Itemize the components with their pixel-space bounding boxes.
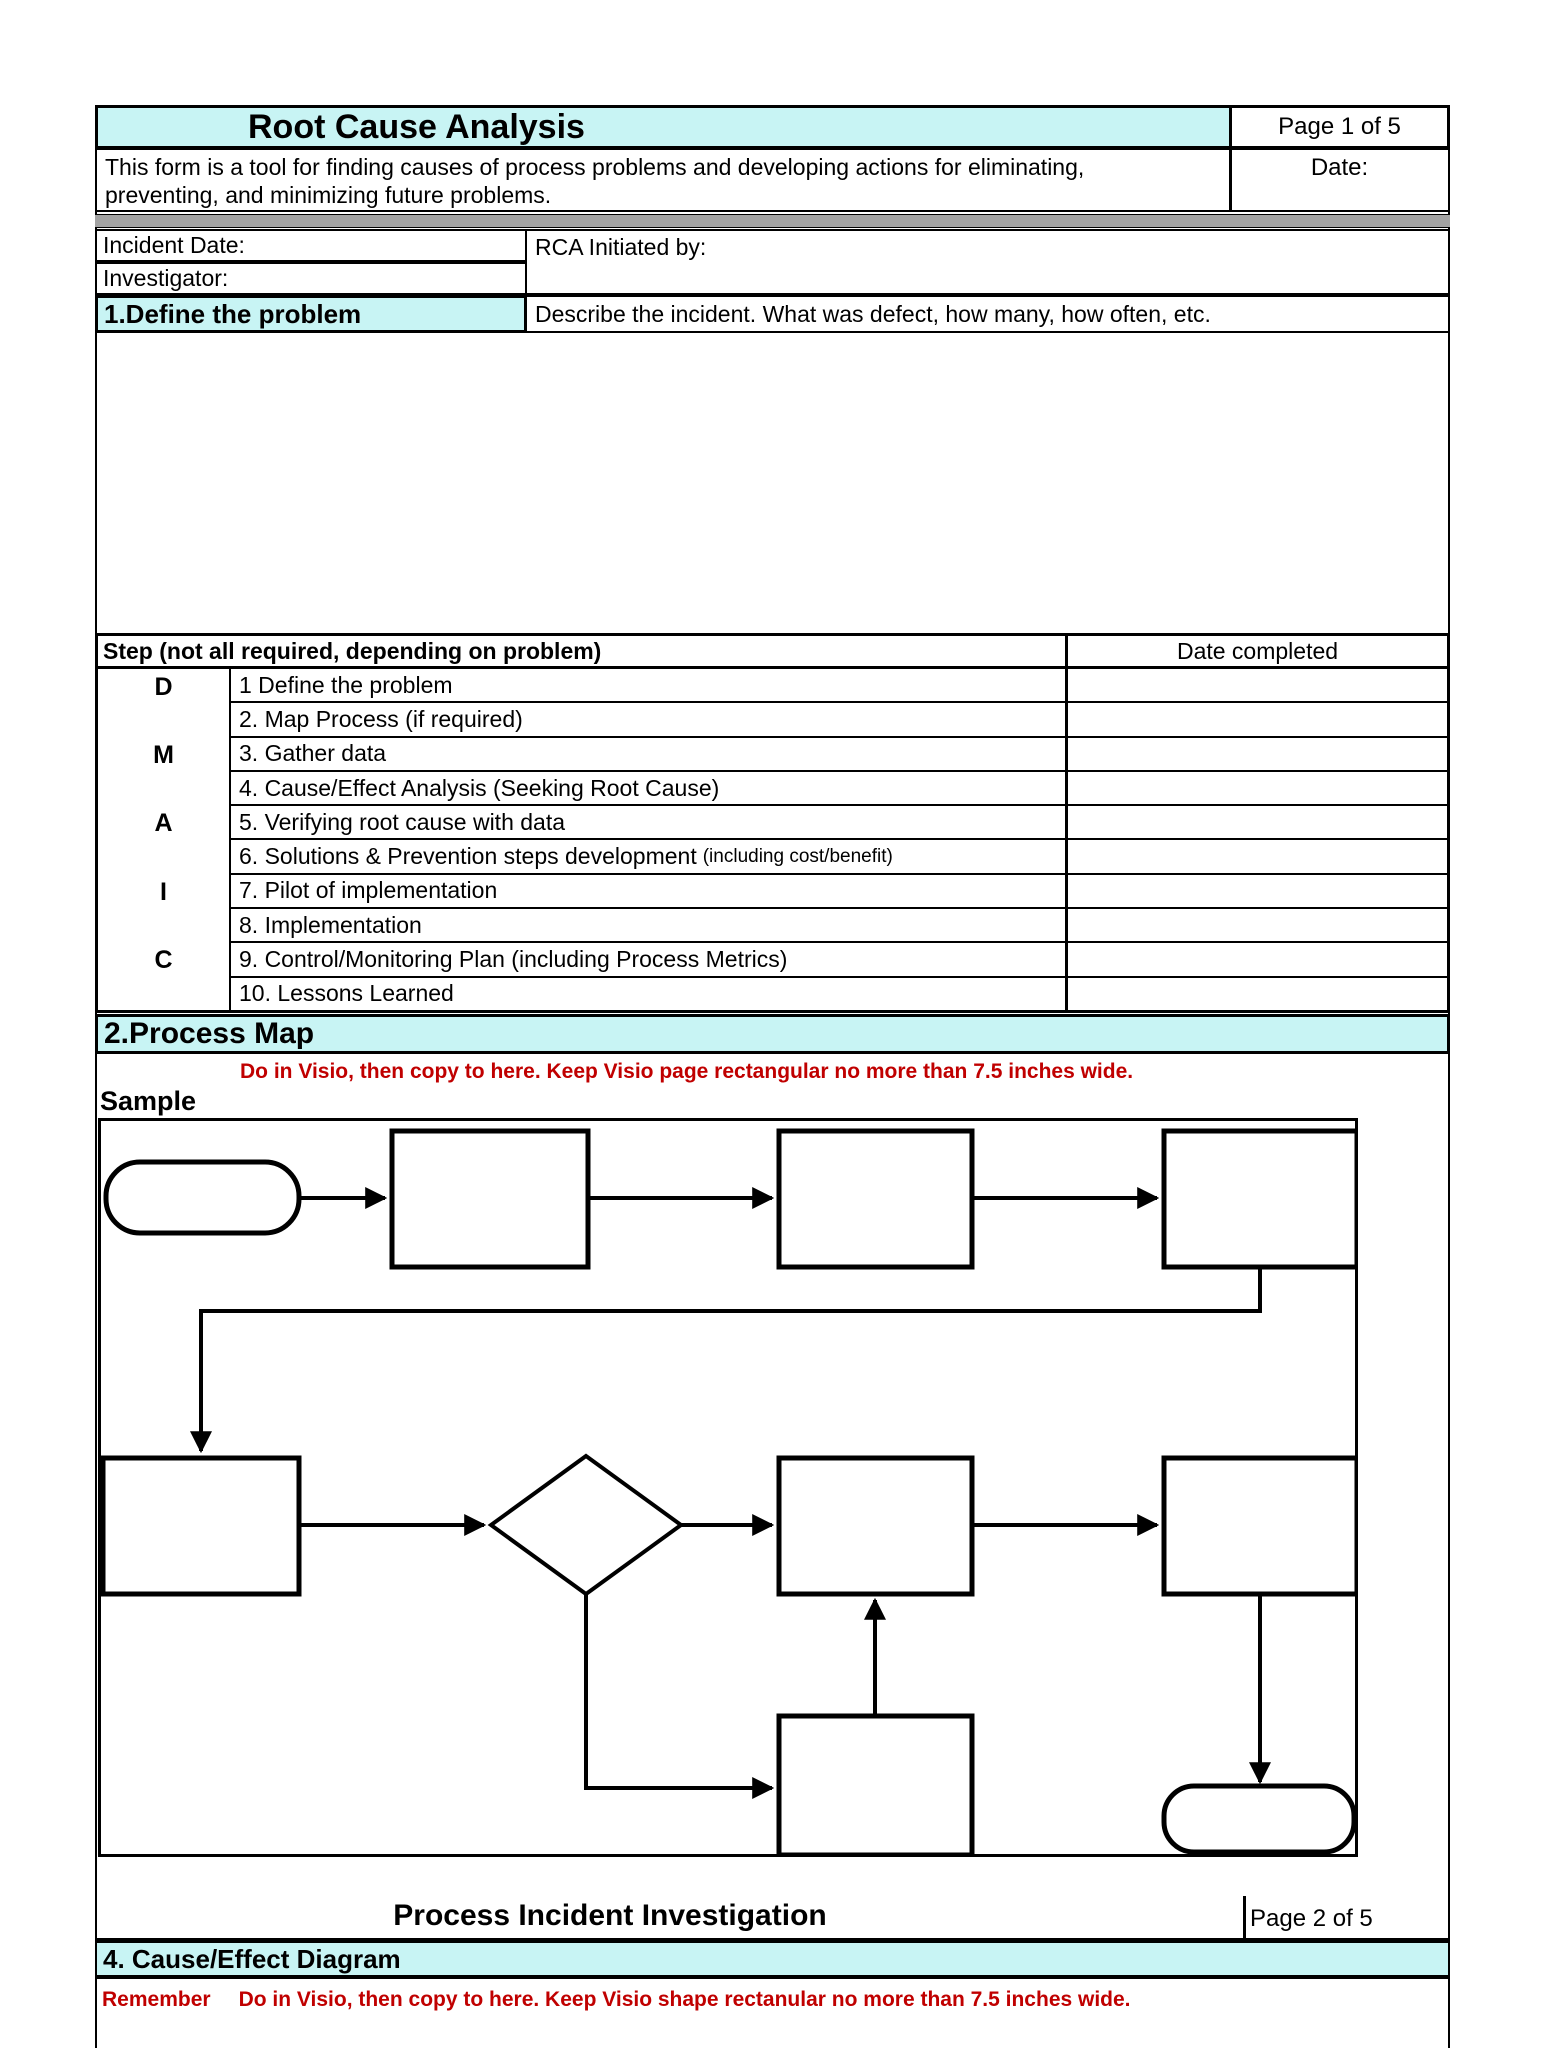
dmaic-letter-d: D	[154, 673, 173, 701]
investigator-label: Investigator:	[103, 265, 229, 291]
cause-effect-instruction-prefix: Remember	[102, 1988, 211, 2011]
dmaic-letter-a: A	[154, 809, 173, 838]
dmaic-letter-i: I	[160, 877, 167, 906]
define-problem-heading-cell	[95, 295, 527, 333]
process-map-heading-cell	[95, 1014, 1450, 1054]
step-row	[231, 909, 1447, 943]
page2-title-cell	[95, 1895, 1245, 1937]
page-number-label: Page 1 of 5	[1278, 113, 1401, 140]
date-completed-cell[interactable]	[1068, 738, 1447, 770]
define-problem-instruction-cell	[525, 295, 1450, 333]
form-title-cell	[95, 105, 1232, 149]
page2-number-label: Page 2 of 5	[1250, 1905, 1373, 1932]
flowchart-arrow-decision-to-7	[586, 1594, 772, 1788]
step-row	[231, 806, 1447, 840]
step-row	[231, 669, 1447, 703]
step-label: 1 Define the problem	[231, 669, 1068, 701]
flowchart-decision-diamond	[491, 1456, 681, 1594]
flowchart-process-5	[779, 1458, 972, 1594]
step-label: 2. Map Process (if required)	[231, 703, 1068, 735]
define-problem-heading: 1.Define the problem	[104, 298, 362, 329]
problem-description-area[interactable]	[95, 333, 1450, 633]
incident-date-label: Incident Date:	[103, 232, 245, 258]
flowchart-process-3	[1164, 1131, 1355, 1267]
step-row	[231, 703, 1447, 737]
date-completed-cell[interactable]	[1068, 806, 1447, 838]
date-completed-cell[interactable]	[1068, 840, 1447, 872]
step-row	[231, 943, 1447, 977]
sample-flowchart	[101, 1121, 1355, 1854]
steps-table-body	[98, 669, 1447, 1010]
flowchart-process-1	[392, 1131, 588, 1267]
flowchart-start-terminator	[106, 1162, 299, 1233]
date-cell[interactable]	[1229, 148, 1450, 212]
process-map-instruction: Do in Visio, then copy to here. Keep Visio page rectangular no more than 7.5 inches wide.	[240, 1060, 1134, 1083]
date-completed-cell[interactable]	[1068, 669, 1447, 701]
date-label: Date:	[1310, 154, 1369, 181]
form-description-line2: preventing, and minimizing future problems.	[105, 182, 552, 208]
date-completed-cell[interactable]	[1068, 909, 1447, 941]
step-row	[231, 772, 1447, 806]
cause-effect-instruction-line	[102, 1988, 1131, 2012]
page2-title-divider	[1243, 1896, 1246, 1944]
step-label-suffix: (including cost/benefit)	[702, 845, 893, 867]
step-label: 5. Verifying root cause with data	[231, 806, 1068, 838]
form-description-cell	[95, 148, 1232, 212]
rca-initiated-cell[interactable]	[525, 229, 1450, 295]
step-label: 3. Gather data	[231, 738, 1068, 770]
form-title: Root Cause Analysis	[248, 107, 585, 146]
flowchart-process-7	[779, 1716, 972, 1854]
step-label: 7. Pilot of implementation	[231, 875, 1068, 907]
dmaic-letter-c: C	[154, 945, 173, 974]
cause-effect-heading-cell	[95, 1943, 1450, 1979]
sample-flowchart-box	[98, 1118, 1358, 1857]
flowchart-process-6	[1164, 1458, 1355, 1594]
date-completed-cell[interactable]	[1068, 943, 1447, 975]
step-label: 10. Lessons Learned	[231, 978, 1068, 1010]
investigator-cell[interactable]	[95, 262, 527, 295]
gray-divider-bar	[95, 214, 1450, 228]
steps-table-header: Step (not all required, depending on problem)	[98, 636, 1068, 666]
page2-title: Process Incident Investigation	[393, 1899, 827, 1932]
flowchart-process-2	[779, 1131, 972, 1267]
date-completed-cell[interactable]	[1068, 772, 1447, 804]
dmaic-letter-m: M	[153, 741, 174, 770]
steps-rows	[231, 669, 1447, 1010]
steps-table	[95, 633, 1450, 1013]
step-row	[231, 978, 1447, 1010]
page-number-cell	[1229, 105, 1450, 149]
dmaic-letter-column	[98, 669, 231, 1010]
date-completed-cell[interactable]	[1068, 978, 1447, 1010]
page2-number-cell	[1250, 1899, 1450, 1939]
cause-effect-heading: 4. Cause/Effect Diagram	[103, 1943, 401, 1974]
step-label: 8. Implementation	[231, 909, 1068, 941]
process-map-heading: 2.Process Map	[104, 1017, 315, 1050]
step-row	[231, 840, 1447, 874]
flowchart-arrow-3-to-4	[201, 1267, 1260, 1451]
rca-initiated-label: RCA Initiated by:	[535, 234, 707, 260]
steps-table-header-row	[98, 636, 1447, 669]
step-row	[231, 738, 1447, 772]
form-description-line1: This form is a tool for finding causes of process problems and developing actions for eliminating,	[105, 154, 1085, 180]
define-problem-instruction: Describe the incident. What was defect, how many, how often, etc.	[535, 300, 1211, 327]
step-label: 4. Cause/Effect Analysis (Seeking Root Cause)	[231, 772, 1068, 804]
step-label: 6. Solutions & Prevention steps development (including cost/benefit)	[231, 840, 1068, 872]
date-completed-cell[interactable]	[1068, 703, 1447, 735]
incident-date-cell[interactable]	[95, 229, 527, 262]
cause-effect-instruction: Do in Visio, then copy to here. Keep Visio shape rectanular no more than 7.5 inches wide.	[238, 1988, 1131, 2011]
step-row	[231, 875, 1447, 909]
flowchart-process-4	[103, 1458, 299, 1594]
step-label: 9. Control/Monitoring Plan (including Process Metrics)	[231, 943, 1068, 975]
date-completed-cell[interactable]	[1068, 875, 1447, 907]
sample-label: Sample	[100, 1086, 197, 1116]
date-completed-header: Date completed	[1176, 637, 1339, 664]
flowchart-end-terminator	[1164, 1786, 1354, 1852]
